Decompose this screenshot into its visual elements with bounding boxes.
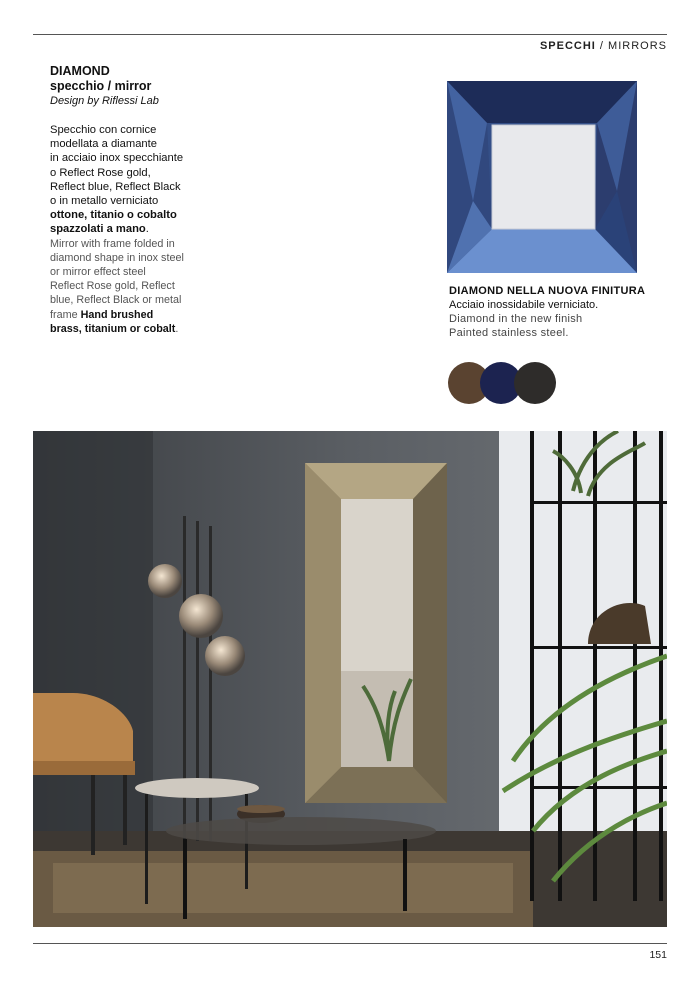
new-finish-block bbox=[449, 284, 689, 341]
section-english: MIRRORS bbox=[608, 40, 667, 52]
desc-it-bold-line: spazzolati a mano bbox=[50, 223, 146, 236]
bottom-rule bbox=[33, 943, 667, 944]
desc-en-line: Mirror with frame folded in bbox=[50, 237, 175, 250]
product-designer: Design by Riflessi Lab bbox=[50, 95, 159, 107]
description-english bbox=[50, 237, 210, 336]
product-name: DIAMOND bbox=[50, 64, 110, 78]
section-header bbox=[540, 40, 667, 52]
desc-en-bold: Hand brushed bbox=[80, 308, 154, 321]
desc-it-period: . bbox=[145, 223, 149, 236]
desc-it-line: Specchio con cornice bbox=[50, 124, 157, 136]
interior-room-image bbox=[33, 431, 667, 927]
section-separator: / bbox=[599, 40, 604, 52]
black-swatch bbox=[514, 362, 556, 404]
finish-title: DIAMOND NELLA NUOVA FINITURA bbox=[449, 285, 646, 297]
top-rule bbox=[33, 34, 667, 35]
section-italian: SPECCHI bbox=[539, 40, 596, 52]
desc-it-line: o Reflect Rose gold, bbox=[50, 166, 151, 179]
finish-desc-italian: Acciaio inossidabile verniciato. bbox=[449, 299, 599, 311]
finish-swatches bbox=[448, 362, 558, 406]
desc-en-line: or mirror effect steel bbox=[50, 266, 146, 279]
desc-en-period: . bbox=[175, 322, 179, 335]
desc-it-line: modellata a diamante bbox=[50, 138, 157, 151]
desc-en-bold: brass, titanium or cobalt bbox=[50, 322, 176, 335]
diamond-mirror-image bbox=[447, 81, 637, 273]
finish-desc-english-2: Painted stainless steel. bbox=[449, 327, 569, 340]
desc-it-bold-line: ottone, titanio o cobalto bbox=[50, 209, 177, 222]
desc-it-line: in acciaio inox specchiante bbox=[50, 152, 184, 165]
finish-desc-english-1: Diamond in the new finish bbox=[449, 313, 583, 326]
desc-en-line: blue, Reflect Black or metal bbox=[50, 294, 182, 307]
desc-en-line: Reflect Rose gold, Reflect bbox=[50, 280, 175, 293]
product-description bbox=[50, 64, 210, 336]
desc-it-line: Reflect blue, Reflect Black bbox=[50, 180, 181, 193]
product-subtitle: specchio / mirror bbox=[50, 79, 152, 93]
desc-en-line: diamond shape in inox steel bbox=[50, 251, 184, 264]
desc-en-frame-word: frame bbox=[50, 308, 78, 321]
desc-it-line: o in metallo verniciato bbox=[50, 195, 159, 208]
page-number: 151 bbox=[649, 949, 667, 961]
description-italian bbox=[50, 123, 210, 237]
